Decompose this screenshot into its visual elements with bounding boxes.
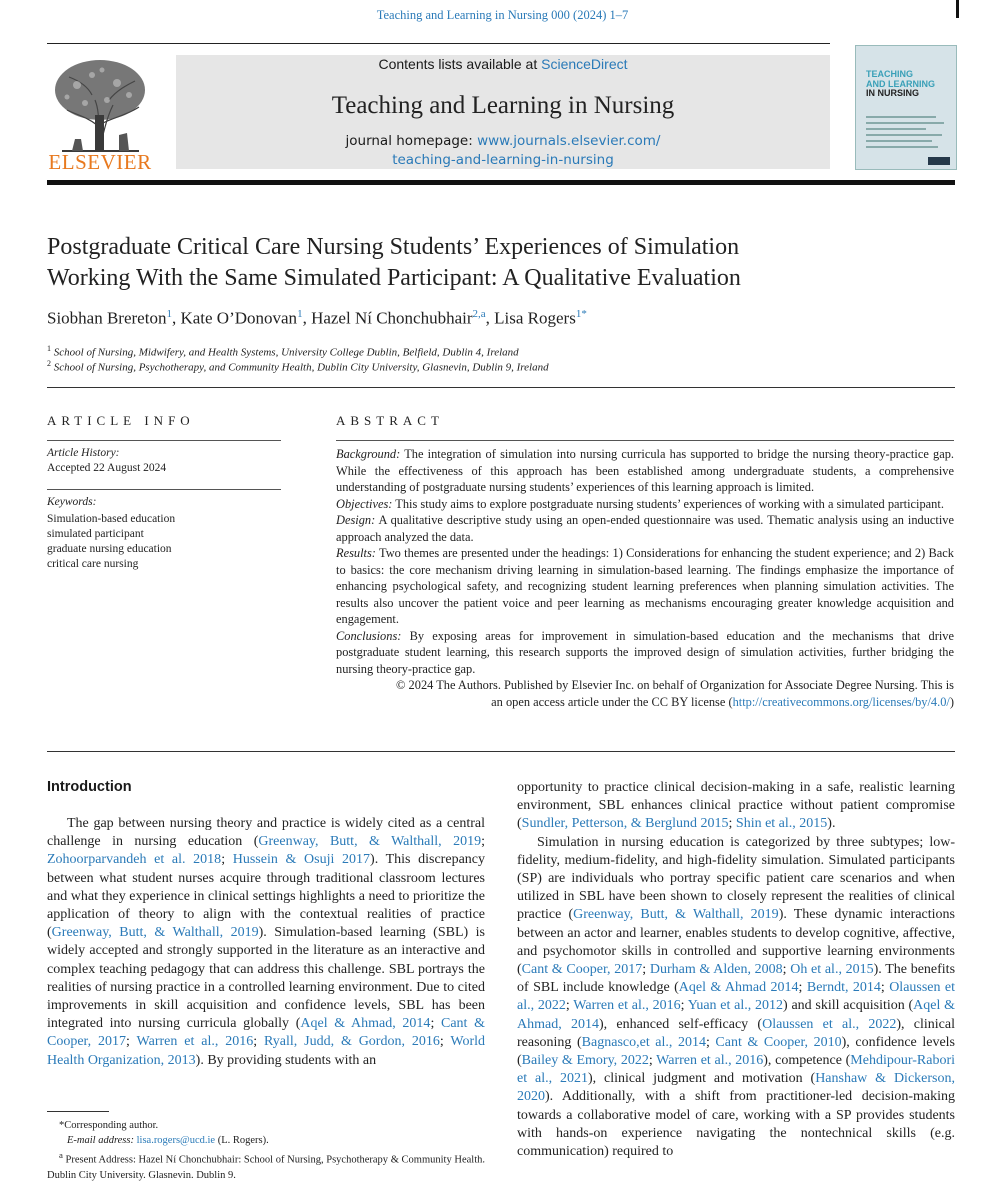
license-link[interactable]: http://creativecommons.org/licenses/by/4.0/ — [732, 694, 950, 709]
cover-title-line-1: TEACHING — [866, 69, 913, 79]
affiliation-text: School of Nursing, Midwifery, and Health Systems, University College Dublin, Belfield, Dublin 4, Ireland — [53, 346, 519, 359]
citation-link[interactable]: Sundler, Petterson, & Berglund 2015 — [521, 816, 729, 832]
cover-title — [866, 70, 935, 99]
body-text: ), clinical judgment and motivation ( — [587, 1071, 816, 1087]
abstract-label: Objectives: — [336, 496, 393, 511]
body-text: ; — [648, 1053, 657, 1069]
body-text: ), enhanced self-efficacy ( — [598, 1016, 763, 1032]
sciencedirect-link[interactable]: ScienceDirect — [541, 56, 628, 72]
abstract-text: This study aims to explore postgraduate nursing students’ experiences of working with a simulated participant. — [392, 496, 944, 511]
body-text: ; — [221, 852, 233, 868]
present-address-note — [47, 1148, 485, 1183]
keyword: simulated participant — [47, 528, 144, 540]
contents-prefix: Contents lists available at — [378, 56, 542, 72]
header-thick-rule — [47, 180, 955, 185]
body-text: ; — [728, 816, 736, 832]
affiliation-sup: 2 — [47, 359, 51, 368]
body-text: ; — [126, 1034, 137, 1050]
article-history-value: Accepted 22 August 2024 — [47, 462, 167, 474]
citation-link[interactable]: Greenway, Butt, & Walthall, 2019 — [258, 834, 482, 850]
keywords — [47, 495, 175, 572]
body-text: ). These dynamic interactions between an actor and learner, enables students to develop cognitive, affective, and psychomotor skills in controlled and supportive learning environments ( — [517, 907, 955, 978]
citation-link[interactable]: Oh et al., 2015 — [790, 962, 874, 978]
citation-link[interactable]: Olaussen et al., 2022 — [762, 1016, 897, 1032]
keyword: graduate nursing education — [47, 543, 172, 555]
body-text: ) and skill acquisition ( — [783, 998, 914, 1014]
author-name[interactable]: Hazel Ní Chonchubhair — [311, 308, 473, 328]
cover-text-lines — [866, 116, 946, 152]
abstract-conclusions — [336, 628, 954, 678]
body-column-right — [517, 779, 955, 1161]
body-text: ; — [565, 998, 574, 1014]
citation-link[interactable]: Warren et al., 2016 — [573, 998, 681, 1014]
divider — [47, 489, 281, 490]
body-text: ; — [439, 1034, 451, 1050]
email-note — [47, 1133, 485, 1148]
journal-banner — [176, 55, 830, 169]
journal-homepage — [176, 132, 830, 170]
keywords-label: Keywords: — [47, 496, 97, 508]
body-text: ; — [481, 834, 486, 850]
keyword: Simulation-based education — [47, 513, 176, 525]
citation-link[interactable]: Olaussen et al., 2022 — [517, 980, 956, 1014]
copyright-line-2: an open access article under the CC BY license ( — [491, 694, 733, 709]
affiliation-1 — [47, 344, 519, 359]
article-info-heading: ARTICLE INFO — [47, 413, 195, 428]
body-text: ; — [430, 1016, 441, 1032]
author-name[interactable]: Lisa Rogers — [494, 308, 576, 328]
citation-link[interactable]: Durham & Alden, 2008 — [649, 962, 783, 978]
article-title — [47, 232, 947, 294]
cover-badge — [928, 157, 950, 165]
abstract-label: Results: — [336, 546, 376, 560]
citation-link[interactable]: Aqel & Ahmad, 2014 — [517, 998, 956, 1032]
body-text: ), confidence levels ( — [517, 1034, 955, 1069]
abstract-body — [336, 446, 954, 710]
author-affiliation-sup[interactable]: 2,a — [472, 308, 486, 320]
citation-link[interactable]: Warren et al., 2016 — [136, 1034, 254, 1050]
citation-link[interactable]: Berndt, 2014 — [806, 980, 881, 996]
abstract-text: By exposing areas for improvement in simulation-based education and the mechanisms that drive postgraduate student learning, this research supports the improved design of simulation activities, further bridging the nursing theory-practice gap. — [336, 628, 954, 676]
citation-link[interactable]: Cant & Cooper, 2010 — [715, 1034, 842, 1050]
paragraph — [517, 834, 955, 1162]
email-label: E-mail address: — [67, 1135, 137, 1146]
abstract-design — [336, 512, 954, 545]
citation-link[interactable]: Cant & Cooper, 2017 — [47, 1016, 485, 1050]
citation-link[interactable]: Aqel & Ahmad, 2014 — [300, 1016, 431, 1032]
abstract-text: The integration of simulation into nursing curricula has supported to bridge the nursing theory-practice gap. While the effectiveness of this approach has been established among undergraduate students, a comprehensive understanding of postgraduate nursing students’ experiences of this learning approach is limited. — [336, 447, 954, 494]
body-text: ; — [680, 998, 688, 1014]
homepage-link-1[interactable]: www.journals.elsevier.com/ — [477, 133, 661, 149]
abstract-heading: ABSTRACT — [336, 413, 444, 428]
corner-mark — [956, 0, 959, 18]
citation-link[interactable]: Greenway, Butt, & Walthall, 2019 — [573, 907, 779, 923]
body-text: ; — [253, 1034, 264, 1050]
email-suffix: (L. Rogers). — [215, 1135, 269, 1146]
body-text: ). Simulation-based learning (SBL) is widely accepted and strongly supported in the literature as an interactive and complex teaching pedagogy that can address this challenge. SBL portrays the realities of nursing practice in a controlled learning environment. Due to cited improvements in skill acquisition and confidence levels, SBL has been integrated into nursing curricula globally ( — [47, 925, 486, 1032]
body-text: ). By providing students with an — [195, 1052, 377, 1068]
paragraph — [47, 815, 485, 1070]
abstract-background — [336, 446, 954, 496]
body-text: ; — [705, 1034, 716, 1050]
copyright-line-3: ) — [949, 694, 954, 709]
citation-link[interactable]: Ryall, Judd, & Gordon, 2016 — [263, 1034, 440, 1050]
cover-title-line-3: IN NURSING — [866, 88, 920, 98]
citation-link[interactable]: Hanshaw & Dickerson, 2020 — [517, 1071, 955, 1105]
citation-link[interactable]: Shin et al., 2015 — [735, 816, 828, 832]
citation-link[interactable]: Cant & Cooper, 2017 — [521, 962, 643, 978]
author-affiliation-sup[interactable]: 1 — [166, 308, 172, 320]
citation-link[interactable]: Mehdipour-Rabori et al., 2021 — [517, 1053, 955, 1087]
body-text: ). — [827, 816, 836, 832]
copyright-notice — [336, 677, 954, 710]
body-text: ), clinical reasoning ( — [517, 1016, 955, 1050]
body-text: ; — [880, 980, 890, 996]
abstract-label: Conclusions: — [336, 628, 402, 643]
paragraph — [517, 779, 955, 834]
email-link[interactable]: lisa.rogers@ucd.ie — [136, 1135, 216, 1146]
cover-title-line-2: AND LEARNING — [866, 78, 935, 89]
citation-link[interactable]: Hussein & Osuji 2017 — [232, 852, 371, 868]
body-text: ; — [798, 980, 807, 996]
body-text: Simulation in nursing education is categorized by three subtypes; low-fidelity, medium-fidelity, and high-fidelity simulation. Simulated participants (SP) are individuals who portray specific patient care scenarios and when utilized in SBL have been shown to closely represent the realities of clinical practice ( — [517, 834, 955, 923]
article-title-line-2: Working With the Same Simulated Participant: A Qualitative Evaluation — [47, 265, 741, 291]
author-affiliation-sup[interactable]: 1* — [575, 308, 587, 320]
author-name[interactable]: Siobhan Brereton — [47, 308, 167, 328]
contents-line — [176, 56, 830, 72]
affiliation-text: School of Nursing, Psychotherapy, and Community Health, Dublin City University, Glasnevin, Dublin 9, Ireland — [53, 361, 549, 374]
citation-link[interactable]: Bagnasco,et al., 2014 — [581, 1034, 706, 1050]
affiliation-2 — [47, 359, 549, 374]
abstract-objectives — [336, 496, 954, 513]
body-text: ), competence ( — [763, 1053, 851, 1069]
citation-link[interactable]: World Health Organization, 2013 — [47, 1034, 486, 1068]
abstract-text: A qualitative descriptive study using an open-ended questionnaire was used. Thematic analysis using an inductive approach analyzed the data. — [336, 513, 954, 544]
citation-link[interactable]: Bailey & Emory, 2022 — [521, 1053, 649, 1069]
citation-link[interactable]: Aqel & Ahmad 2014 — [678, 980, 799, 996]
body-text: ). Additionally, with a shift from practitioner-led decision-making towards a collaborative model of care, working with a SP provides students with hands-on experience navigating the nontechnical skills (e.g. communication) required to — [517, 1089, 955, 1160]
citation-link[interactable]: Warren et al., 2016 — [656, 1053, 764, 1069]
body-text: ; — [642, 962, 650, 978]
article-history — [47, 446, 166, 476]
copyright-line-1: © 2024 The Authors. Published by Elsevier Inc. on behalf of Organization for Associate Degree Nursing. This is — [396, 678, 954, 692]
body-text: ). The benefits of SBL include knowledge ( — [517, 962, 956, 996]
body-text: ). This discrepancy between what student nurses acquire through traditional classroom lectures and what they experience in clinical settings highlights a need to prioritize the application of theory to align with the contextual realities of practice ( — [47, 852, 485, 941]
divider — [336, 440, 954, 441]
journal-reference[interactable]: Teaching and Learning in Nursing 000 (2024) 1–7 — [376, 8, 629, 22]
article-title-line-1: Postgraduate Critical Care Nursing Students’ Experiences of Simulation — [47, 234, 740, 260]
journal-cover-thumbnail[interactable] — [855, 45, 957, 170]
body-text: The gap between nursing theory and practice is widely cited as a central challenge in nursing education ( — [47, 816, 485, 850]
abstract-label: Background: — [336, 447, 401, 461]
abstract-label: Design: — [336, 513, 376, 527]
introduction-heading: Introduction — [47, 779, 132, 795]
body-text: ; — [782, 962, 791, 978]
body-text: opportunity to practice clinical decision-making in a safe, realistic learning environment, SBL enhances clinical practice without patient compromise ( — [517, 780, 955, 832]
keyword: critical care nursing — [47, 558, 139, 570]
top-rule — [47, 43, 830, 44]
author-name[interactable]: Kate O’Donovan — [180, 308, 298, 328]
journal-title: Teaching and Learning in Nursing — [331, 92, 675, 119]
article-history-label: Article History: — [47, 447, 120, 459]
abstract-text: Two themes are presented under the headings: 1) Considerations for enhancing the student experience; and 2) Back to basics: the core mechanism driving learning in simulation-based learning. The findings emphasize the importance of enhancing psychological safety, and recognizing student learning preferences when planning simulation activities. The results also uncover the patient voice and peer learning as mechanisms encouraging greater knowledge acquisition and engagement. — [336, 546, 954, 626]
divider — [47, 751, 955, 752]
citation-link[interactable]: Greenway, Butt, & Walthall, 2019 — [51, 925, 259, 941]
footnotes — [47, 1118, 485, 1183]
publisher-logo-text: ELSEVIER — [48, 150, 152, 174]
author-affiliation-sup[interactable]: 1 — [297, 308, 303, 320]
abstract-results — [336, 545, 954, 628]
footnote-rule — [47, 1111, 109, 1112]
homepage-link-2[interactable]: teaching-and-learning-in-nursing — [392, 152, 614, 168]
divider — [47, 440, 281, 441]
homepage-prefix: journal homepage: — [345, 133, 478, 149]
body-column-left — [47, 815, 485, 1070]
citation-link[interactable]: Zohoorparvandeh et al. 2018 — [47, 852, 222, 868]
author-list: Siobhan Brereton$^1$, Kate O’Donovan$^1$, Hazel Ní Chonchubhair$^{2,a}$, Lisa Rogers$^{1*}$ — [47, 308, 587, 328]
divider — [47, 387, 955, 388]
affiliation-sup: 1 — [47, 344, 51, 353]
corresponding-author-note: *Corresponding author. — [59, 1120, 159, 1131]
citation-link[interactable]: Yuan et al., 2012 — [687, 998, 784, 1014]
footnote-sup: a — [59, 1150, 63, 1160]
present-address-text: Present Address: Hazel Ní Chonchubhair: School of Nursing, Psychotherapy & Community Health. Dublin City University. Glasnevin. Dublin 9. — [47, 1154, 485, 1181]
